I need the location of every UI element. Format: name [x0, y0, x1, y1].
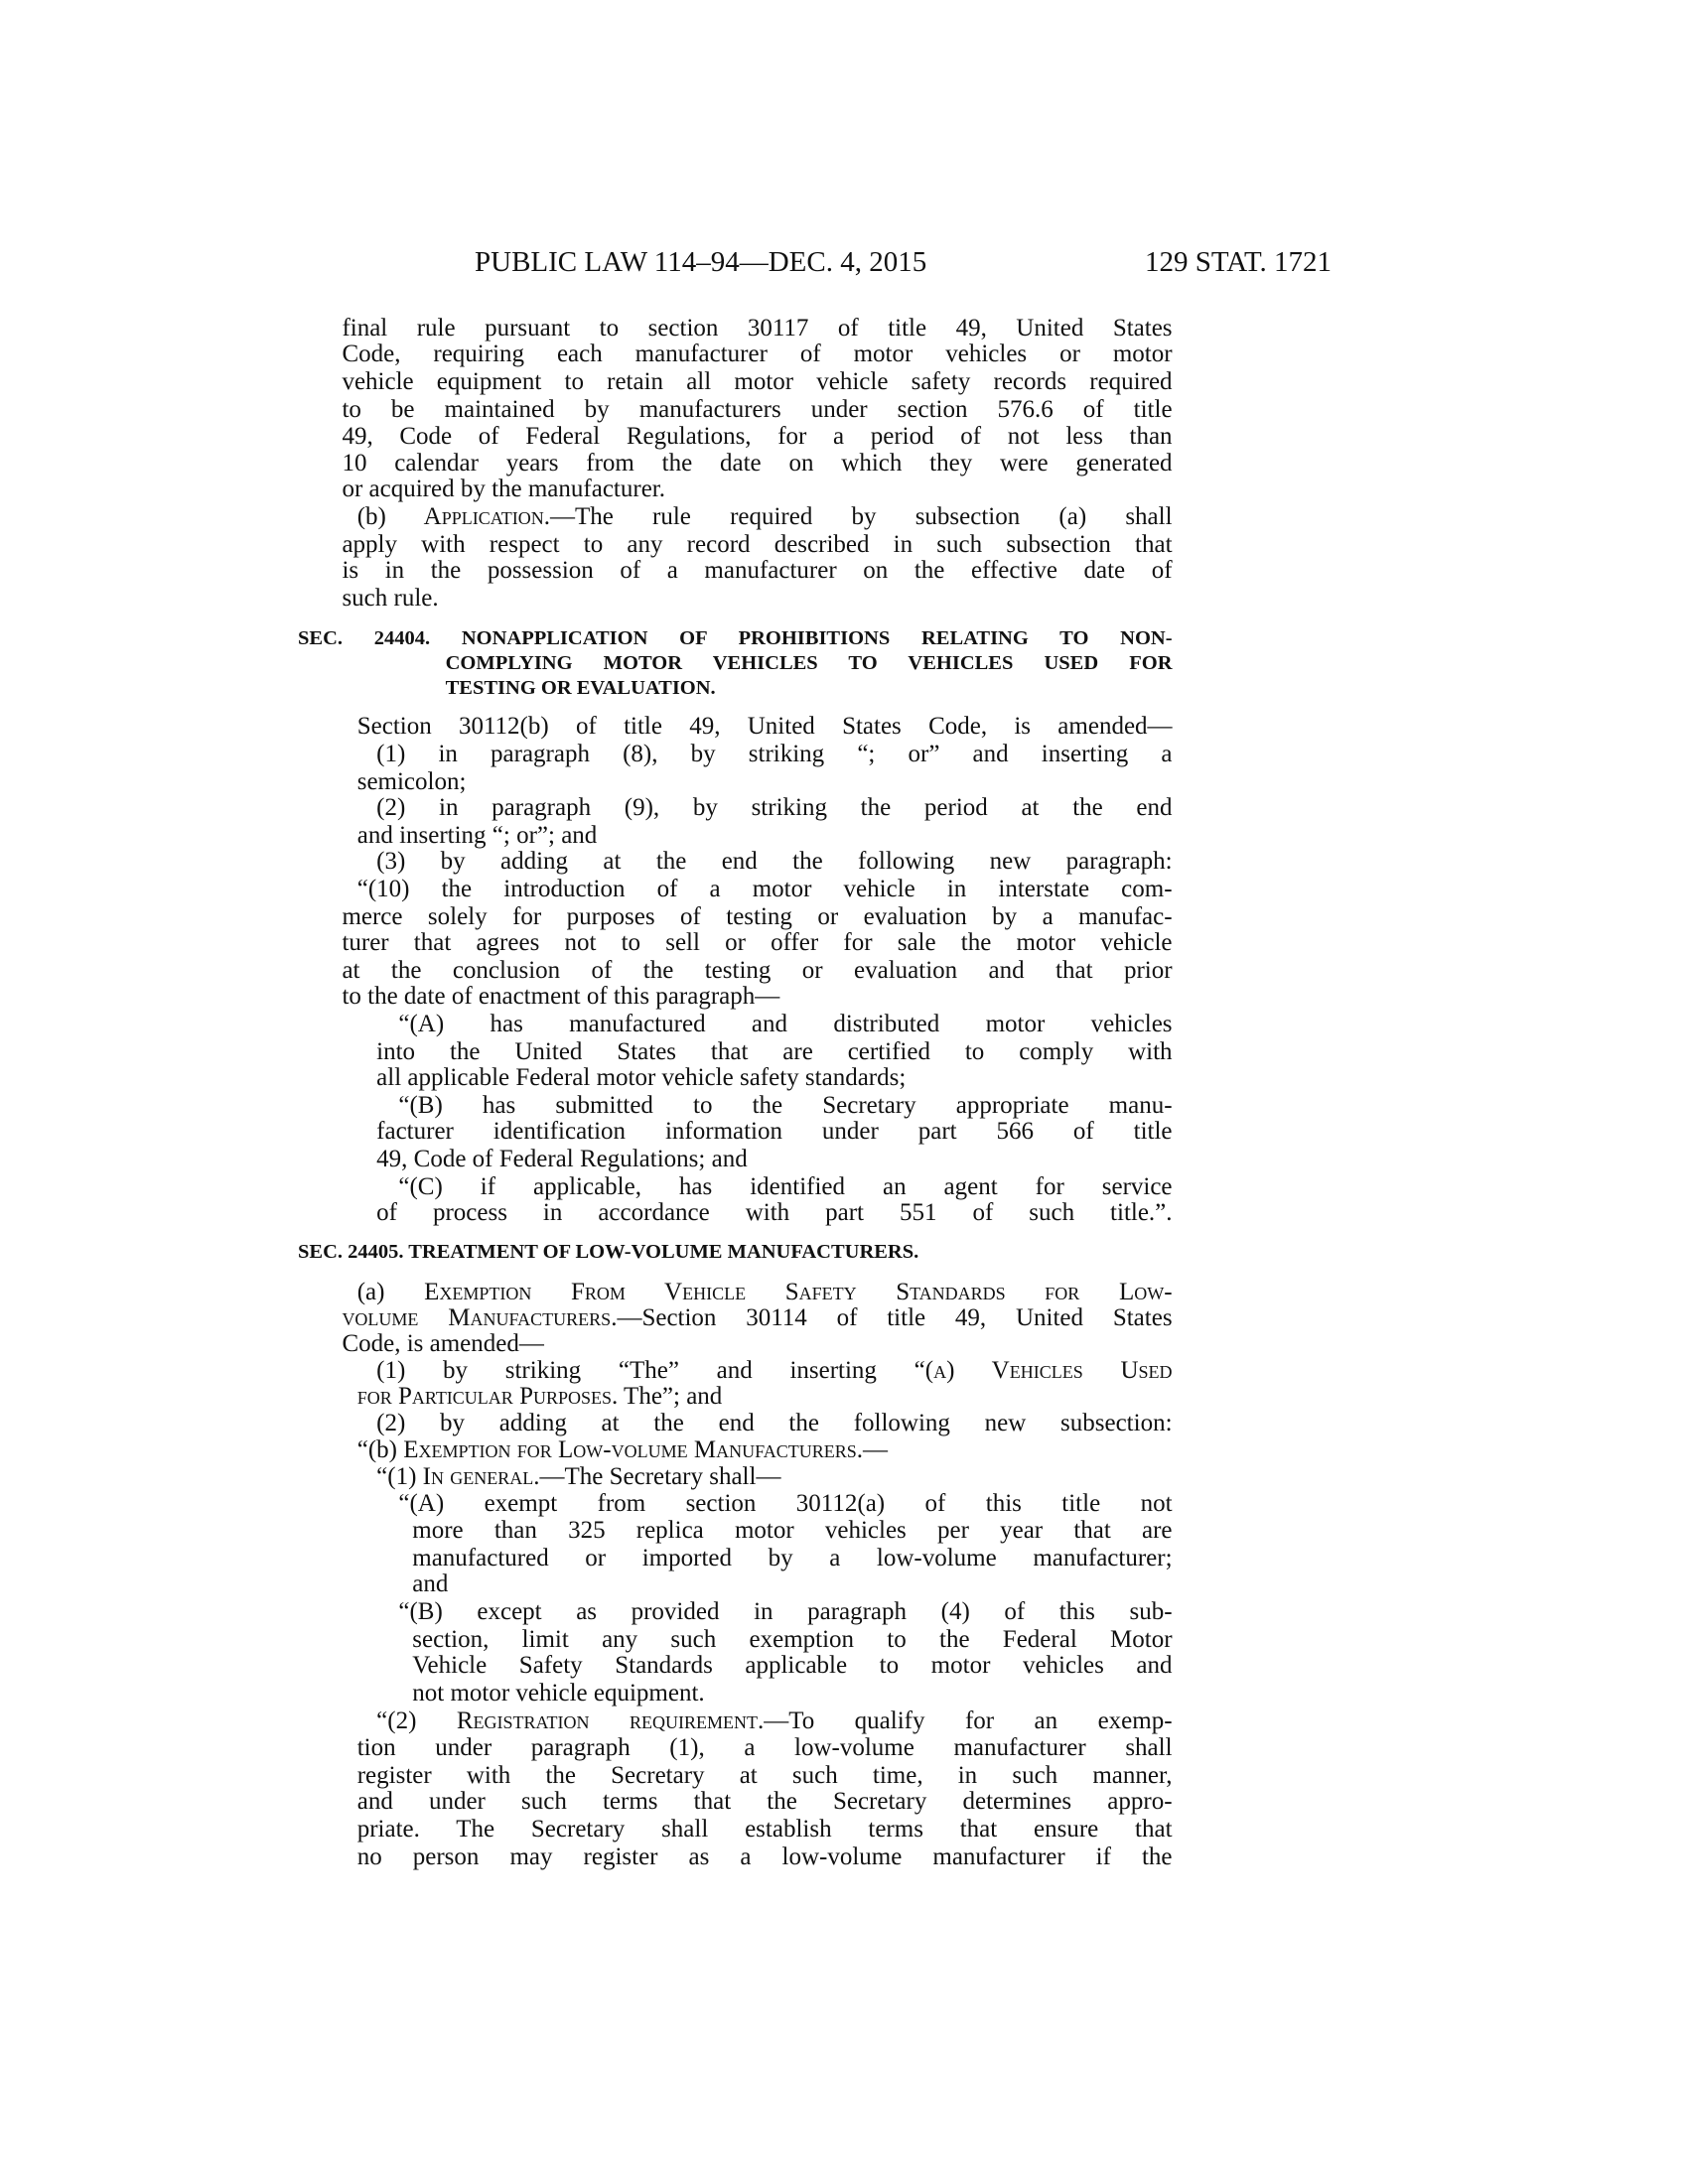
small-caps-text: afety [798, 1278, 857, 1305]
small-caps-text: n general [430, 1462, 534, 1490]
text-line: turer that agrees not to sell or offer for sale the motor vehicle [342, 929, 1173, 957]
section-heading-line: SEC. 24404. NONAPPLICATION OF PROHIBITIONS RELATING TO NON- [298, 627, 1173, 650]
text-line: apply with respect to any record described in such subsection that [342, 530, 1173, 558]
header-statute-page: 129 STAT. 1721 [1145, 246, 1333, 278]
text-segment: M [687, 1436, 717, 1464]
text-line: and under such terms that the Secretary determines appro- [356, 1788, 1173, 1816]
small-caps-text: xemption for [418, 1436, 552, 1464]
small-caps-text: ow-volume [573, 1436, 688, 1464]
text-line: and inserting “; or”; and [356, 821, 598, 849]
text-segment: P [512, 1383, 533, 1411]
text-segment: .—The rule required by subsection (a) shall [543, 503, 1173, 530]
text-line: no person may register as a low-volume manufacturer if the [356, 1843, 1173, 1870]
text-line: at the conclusion of the testing or evaluation and that prior [342, 956, 1173, 984]
text-segment: P [391, 1383, 412, 1411]
text-line: (1) in paragraph (8), by striking “; or” and inserting a [376, 740, 1173, 767]
text-line: 49, Code of Federal Regulations; and [376, 1146, 748, 1173]
text-line [357, 1279, 1173, 1306]
text-line: Vehicle Safety Standards applicable to motor vehicles and [412, 1651, 1173, 1679]
header-public-law: PUBLIC LAW 114–94—DEC. 4, 2015 [475, 246, 927, 278]
text-segment: . The”; and [612, 1383, 723, 1411]
text-line: priate. The Secretary shall establish terms that ensure that [356, 1816, 1173, 1843]
text-line: to be maintained by manufacturers under section 576.6 of title [342, 395, 1173, 423]
text-segment: L [1079, 1278, 1135, 1305]
text-line [376, 1463, 780, 1491]
text-line: “(B) has submitted to the Secretary appropriate manu- [398, 1092, 1173, 1120]
text-segment: .—Section 30114 of title 49, United States [611, 1303, 1173, 1331]
text-line: (3) by adding at the end the following new paragraph: [376, 848, 1173, 876]
text-line: Code, requiring each manufacturer of motor vehicles or motor [342, 341, 1173, 368]
text-segment: .— [856, 1436, 889, 1464]
text-line: merce solely for purposes of testing or evaluation by a manufac- [342, 902, 1173, 930]
text-line: “(A) exempt from section 30112(a) of this title not [398, 1490, 1173, 1518]
text-line: all applicable Federal motor vehicle safety standards; [376, 1064, 907, 1092]
text-line: Code, is amended— [342, 1330, 544, 1358]
text-line [376, 1357, 1172, 1385]
text-line: register with the Secretary at such time, in such manner, [356, 1762, 1173, 1790]
text-segment: U [1082, 1356, 1139, 1384]
small-caps-text: anufacturers [716, 1436, 857, 1464]
text-line: facturer identification information under part 566 of title [376, 1118, 1173, 1146]
text-segment: (1) by striking “The” and inserting “( [376, 1356, 934, 1384]
small-caps-text: tandards for [910, 1278, 1080, 1305]
text-segment: “(b) E [356, 1436, 419, 1464]
text-segment: .—To qualify for an exemp- [757, 1706, 1173, 1734]
text-segment: (a) E [356, 1278, 440, 1305]
text-line: 10 calendar years from the date on which they were generated [342, 449, 1173, 477]
text-line: to the date of enactment of this paragraph— [342, 983, 780, 1011]
text-line: more than 325 replica motor vehicles per year that are [412, 1516, 1173, 1544]
section-heading-line: SEC. 24405. TREATMENT OF LOW-VOLUME MANUFACTURERS. [298, 1241, 919, 1264]
text-line: Section 30112(b) of title 49, United States Code, is amended— [356, 713, 1173, 741]
text-line: or acquired by the manufacturer. [342, 476, 665, 503]
text-line [357, 503, 1173, 531]
text-segment: “(1) I [376, 1462, 431, 1490]
small-caps-text: articular [411, 1383, 513, 1411]
small-caps-text: urposes [532, 1383, 612, 1411]
text-line: “(B) except as provided in paragraph (4) of this sub- [398, 1597, 1173, 1625]
text-line: (2) in paragraph (9), by striking the period at the end [376, 794, 1173, 822]
text-line: (2) by adding at the end the following new subsection: [376, 1409, 1173, 1436]
text-segment: “(2) R [376, 1706, 474, 1734]
text-line [357, 1436, 888, 1464]
text-line: into the United States that are certified to comply with [376, 1037, 1173, 1065]
text-segment: S [746, 1278, 799, 1305]
small-caps-text: rom [584, 1278, 626, 1305]
text-segment: (b) A [356, 503, 442, 530]
text-line: vehicle equipment to retain all motor vehicle safety records required [342, 367, 1173, 395]
text-line [376, 1707, 1172, 1735]
small-caps-text: ehicles [1009, 1356, 1083, 1384]
text-line: “(A) has manufactured and distributed motor vehicles [398, 1011, 1173, 1038]
text-line: semicolon; [356, 767, 467, 795]
text-segment: L [551, 1436, 574, 1464]
text-segment: V [625, 1278, 683, 1305]
small-caps-text: anufacturers [470, 1303, 612, 1331]
text-segment: ) V [946, 1356, 1010, 1384]
small-caps-text: for [356, 1383, 392, 1411]
text-line: tion under paragraph (1), a low-volume manufacturer shall [356, 1734, 1173, 1762]
small-caps-text: sed [1138, 1356, 1173, 1384]
text-segment: M [418, 1303, 471, 1331]
section-heading-line: COMPLYING MOTOR VEHICLES TO VEHICLES USED FOR [445, 652, 1173, 675]
text-line [357, 1383, 723, 1411]
small-caps-text: ehicle [682, 1278, 747, 1305]
text-line: 49, Code of Federal Regulations, for a period of not less than [342, 423, 1173, 451]
small-caps-text: xemption [439, 1278, 532, 1305]
text-line: section, limit any such exemption to the Federal Motor [412, 1625, 1173, 1653]
text-line: final rule pursuant to section 30117 of title 49, United States [342, 314, 1173, 341]
text-line: manufactured or imported by a low-volume manufacturer; [412, 1544, 1173, 1571]
small-caps-text: egistration requirement [473, 1706, 758, 1734]
text-segment: F [531, 1278, 585, 1305]
text-line: such rule. [342, 584, 439, 612]
small-caps-text: ow- [1134, 1278, 1173, 1305]
small-caps-text: volume [342, 1303, 419, 1331]
text-line: “(10) the introduction of a motor vehicle in interstate com- [356, 876, 1173, 902]
text-line: not motor vehicle equipment. [412, 1679, 705, 1706]
text-line: of process in accordance with part 551 of such title.”. [376, 1199, 1173, 1227]
text-line: is in the possession of a manufacturer on the effective date of [342, 557, 1173, 585]
section-heading-line: TESTING OR EVALUATION. [445, 677, 716, 700]
text-line: and [412, 1570, 449, 1597]
text-line: “(C) if applicable, has identified an agent for service [398, 1173, 1173, 1200]
text-segment: S [856, 1278, 911, 1305]
text-line [342, 1304, 1172, 1332]
text-segment: .—The Secretary shall— [533, 1462, 781, 1490]
small-caps-text: pplication [441, 503, 544, 530]
small-caps-text: a [933, 1356, 947, 1384]
